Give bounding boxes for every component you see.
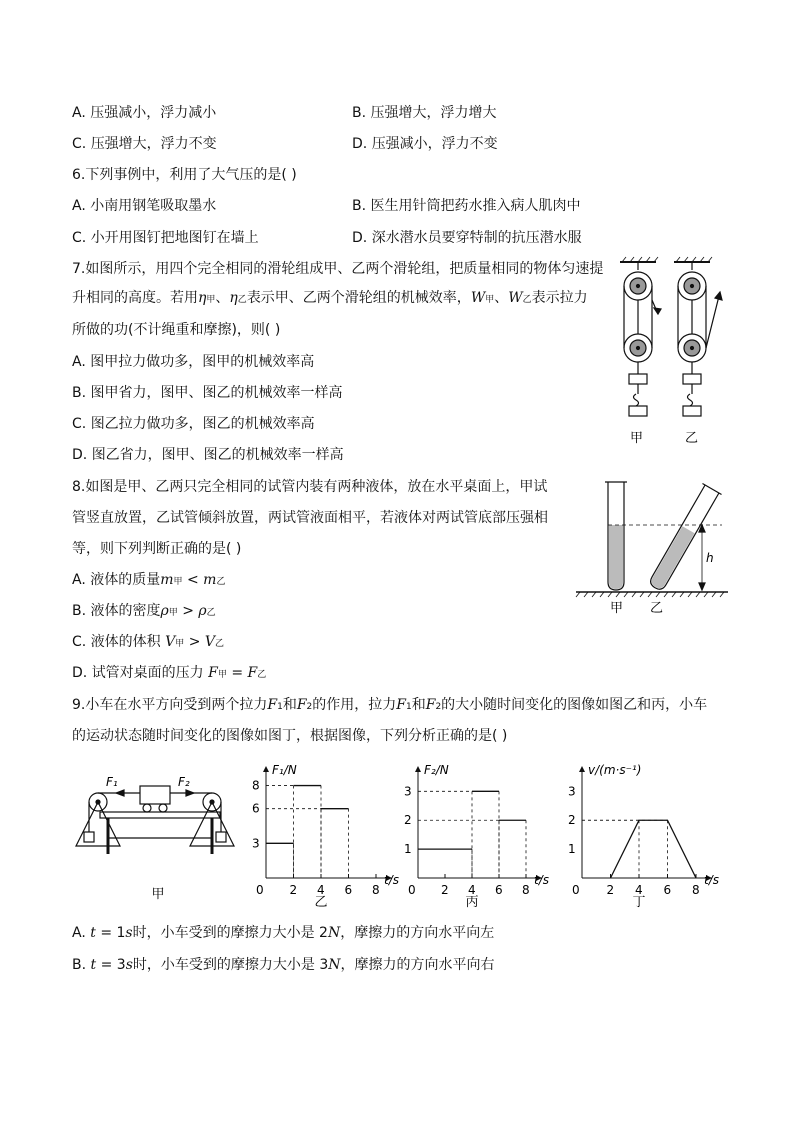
y-tick-label: 3 — [404, 784, 412, 799]
x-tick-label: 8 — [372, 883, 380, 897]
q6-option-d: D. 深水潜水员要穿特制的抗压潜水服 — [352, 230, 582, 246]
x-tick-label: 2 — [289, 883, 298, 897]
x-axis-label: t/s — [704, 873, 719, 887]
x-axis-label: t/s — [534, 873, 549, 887]
x-tick-label: 0 — [572, 883, 580, 897]
q7-option-c: C. 图乙拉力做功多，图乙的机械效率高 — [72, 416, 315, 432]
y-tick-label: 8 — [252, 778, 260, 793]
y-axis-label: F₂/N — [424, 763, 449, 777]
x-tick-label: 0 — [408, 883, 416, 897]
q8-fig-label-jia: 甲 — [610, 601, 624, 616]
chart-caption: 丙 — [465, 895, 479, 910]
q5-option-a: A. 压强减小，浮力减小 — [72, 105, 217, 121]
y-tick-label: 1 — [404, 842, 412, 857]
chart-bing-f2 — [400, 758, 560, 912]
y-axis-arrow — [579, 766, 585, 772]
x-tick-label: 4 — [468, 883, 476, 897]
q8-stem-line3: 等，则下列判断正确的是( ) — [72, 541, 242, 557]
y-tick-label: 6 — [252, 801, 260, 816]
q8-test-tube-figure — [572, 478, 732, 618]
q9-option-a: A. t = 1s时，小车受到的摩擦力大小是 2N，摩擦力的方向水平向左 — [72, 925, 495, 941]
q6-option-c: C. 小开用图钉把地图钉在墙上 — [72, 230, 259, 246]
x-axis-label: t/s — [384, 873, 399, 887]
q8-fig-label-h: h — [706, 551, 714, 565]
q8-option-b: B. 液体的密度ρ甲 > ρ乙 — [72, 603, 216, 619]
q9-cart-figure — [70, 768, 240, 908]
q7-pulley-figure — [612, 256, 732, 452]
chart-caption: 丁 — [632, 895, 646, 910]
x-tick-label: 6 — [663, 883, 672, 897]
q9-stem-line1: 9.小车在水平方向受到两个拉力F1和F2的作用，拉力F1和F2的大小随时间变化的图像如图乙和丙，小车 — [72, 697, 708, 713]
q6-stem: 6.下列事例中，利用了大气压的是( ) — [72, 167, 297, 183]
y-axis-arrow — [415, 766, 421, 772]
q7-option-a: A. 图甲拉力做功多，图甲的机械效率高 — [72, 354, 315, 370]
q6-option-a: A. 小南用钢笔吸取墨水 — [72, 198, 217, 214]
q7-fig-label-yi: 乙 — [685, 431, 699, 446]
x-tick-label: 2 — [606, 883, 615, 897]
q8-stem-line2: 管竖直放置，乙试管倾斜放置，两试管液面相平，若液体对两试管底部压强相 — [72, 510, 548, 526]
q8-option-a: A. 液体的质量m甲 < m乙 — [72, 572, 226, 588]
q9-option-b: B. t = 3s时，小车受到的摩擦力大小是 3N，摩擦力的方向水平向右 — [72, 957, 495, 973]
q9-cart-F2: F₂ — [178, 775, 190, 789]
q7-fig-label-jia: 甲 — [630, 431, 644, 446]
q8-stem-line1: 8.如图是甲、乙两只完全相同的试管内装有两种液体，放在水平桌面上，甲试 — [72, 479, 548, 495]
x-tick-label: 4 — [635, 883, 643, 897]
q8-fig-label-yi: 乙 — [650, 601, 664, 616]
q7-stem-line3: 所做的功(不计绳重和摩擦)，则( ) — [72, 322, 281, 338]
chart-ding-v — [566, 758, 736, 912]
q9-cart-F1: F₁ — [106, 775, 118, 789]
q7-option-b: B. 图甲省力，图甲、图乙的机械效率一样高 — [72, 385, 343, 401]
x-tick-label: 6 — [495, 883, 503, 897]
data-line — [611, 820, 697, 878]
y-axis-label: F₁/N — [272, 763, 297, 777]
y-axis-arrow — [263, 766, 269, 772]
x-tick-label: 8 — [692, 883, 700, 897]
y-axis-label: v/(m·s⁻¹) — [588, 763, 642, 777]
chart-yi-f1 — [252, 758, 402, 912]
q7-stem-line1: 7.如图所示，用四个完全相同的滑轮组成甲、乙两个滑轮组，把质量相同的物体匀速提 — [72, 261, 604, 277]
q8-option-c: C. 液体的体积 V甲 > V乙 — [72, 634, 225, 650]
x-tick-label: 6 — [344, 883, 353, 897]
q7-option-d: D. 图乙省力，图甲、图乙的机械效率一样高 — [72, 447, 344, 463]
chart-caption: 乙 — [314, 895, 328, 910]
x-tick-label: 2 — [441, 883, 449, 897]
q9-cart-caption: 甲 — [151, 887, 165, 902]
q7-stem-line2: 升相同的高度。若用η甲、η乙表示甲、乙两个滑轮组的机械效率，W甲、W乙表示拉力 — [72, 290, 588, 306]
x-tick-label: 0 — [256, 883, 264, 897]
q8-option-d: D. 试管对桌面的压力 F甲 = F乙 — [72, 665, 267, 681]
y-tick-label: 1 — [568, 842, 576, 857]
y-tick-label: 2 — [568, 813, 576, 828]
q5-option-c: C. 压强增大，浮力不变 — [72, 136, 217, 152]
y-tick-label: 3 — [252, 836, 260, 851]
q6-option-b: B. 医生用针筒把药水推入病人肌肉中 — [352, 198, 581, 214]
y-tick-label: 2 — [404, 813, 412, 828]
q9-stem-line2: 的运动状态随时间变化的图像如图丁，根据图像，下列分析正确的是( ) — [72, 728, 508, 744]
q5-option-d: D. 压强减小，浮力不变 — [352, 136, 498, 152]
q5-option-b: B. 压强增大，浮力增大 — [352, 105, 497, 121]
x-tick-label: 4 — [317, 883, 325, 897]
x-tick-label: 8 — [522, 883, 530, 897]
y-tick-label: 3 — [568, 784, 576, 799]
